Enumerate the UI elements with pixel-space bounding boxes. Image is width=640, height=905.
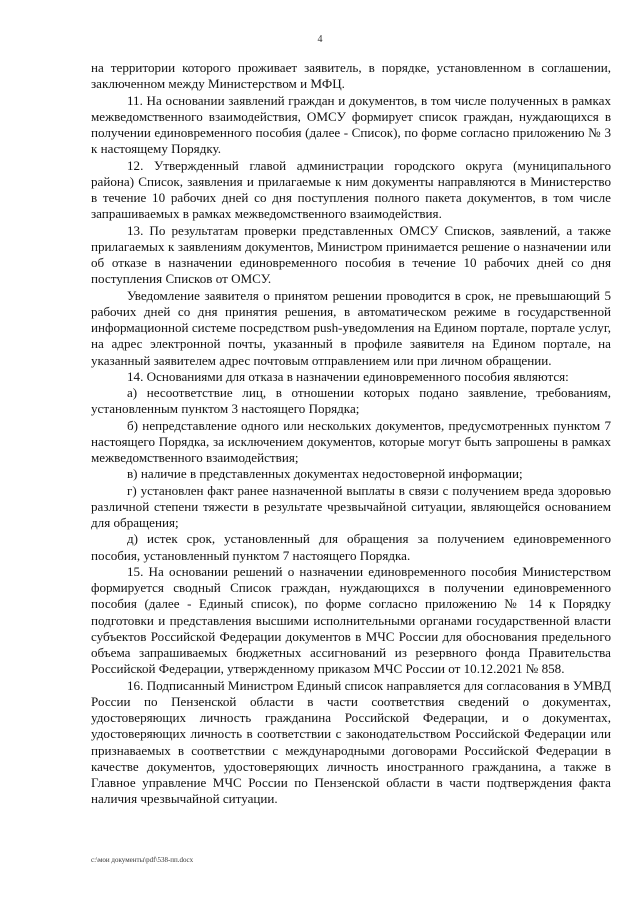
paragraph-14: 14. Основаниями для отказа в назначении единовременного пособия являются:	[127, 368, 569, 384]
list-item-a: а) несоответствие лиц, в отношении которых подано заявление, требованиям, установленным пунктом 3 настоящего Порядка;	[91, 385, 611, 417]
paragraph-13: 13. По результатам проверки представленных ОМСУ Списков, заявлений, а также прилагаемых к заявлениям документов, Министром принимается решение о назначении или об отказе в назначении единовременного пособия в течение 10 рабочих дней со дня поступления Списков от ОМСУ.	[91, 222, 611, 287]
paragraph-notification: Уведомление заявителя о принятом решении проводится в срок, не превышающий 5 рабочих дней со дня принятия решения, в автоматическом режиме в государственной информационной системе посредством push-уведомления на Едином портале, портале услуг, на адрес электронной почты, указанный в профиле заявителя на Едином портале, на указанный заявителем адрес почтовым отправлением или при личном обращении.	[91, 287, 611, 368]
paragraph-15: 15. На основании решений о назначении единовременного пособия Министерством формируется сводный Список граждан, нуждающихся в получении единовременного пособия (далее - Единый список), по форме согласно приложению № 14 к Порядку подготовки и представления высшими исполнительными органами государственной власти субъектов Российской Федерации документов в МЧС России для обоснования предельного объема запрашиваемых бюджетных ассигнований из резервного фонда Правительства Российской Федерации, утвержденному приказом МЧС России от 10.12.2021 № 858.	[91, 563, 611, 677]
paragraph-continuation: на территории которого проживает заявитель, в порядке, установленном в соглашении, заключенном между Министерством и МФЦ.	[91, 60, 611, 92]
paragraph-16: 16. Подписанный Министром Единый список направляется для согласования в УМВД России по Пензенской области в части соответствия сведений о документах, удостоверяющих личность гражданина Российской Федерации, и о документах, удостоверяющих личность в соответствии с законодательством Российской Федерации или признаваемых в соответствии с международными договорами Российской Федерации в качестве документов, удостоверяющих личность иностранного гражданина, а также в Главное управление МЧС России по Пензенской области в части подтверждения факта наличия чрезвычайной ситуации.	[91, 677, 611, 807]
document-body	[91, 60, 611, 808]
list-item-g: г) установлен факт ранее назначенной выплаты в связи с получением вреда здоровью различной степени тяжести в результате чрезвычайной ситуации, являющейся основанием для обращения;	[91, 482, 611, 530]
list-item-b: б) непредставление одного или нескольких документов, предусмотренных пунктом 7 настоящего Порядка, за исключением документов, которые могут быть запрошены в рамках межведомственного взаимодействия;	[91, 417, 611, 465]
list-item-v: в) наличие в представленных документах недостоверной информации;	[127, 466, 523, 482]
paragraph-12: 12. Утвержденный главой администрации городского округа (муниципального района) Список, заявления и прилагаемые к ним документы направляются в Министерство в течение 10 рабочих дней со дня поступления полного пакета документов, в том числе запрашиваемых в рамках межведомственного взаимодействия.	[91, 157, 611, 222]
list-item-d: д) истек срок, установленный для обращения за получением единовременного пособия, установленный пунктом 7 настоящего Порядка.	[91, 531, 611, 563]
footer-file-path: c:\мои документы\pdf\538-пп.docx	[91, 856, 194, 864]
paragraph-11: 11. На основании заявлений граждан и документов, в том числе полученных в рамках межведомственного взаимодействия, ОМСУ формирует список граждан, нуждающихся в получении единовременного пособия (далее - Список), по форме согласно приложению № 3 к настоящему Порядку.	[91, 92, 611, 157]
page-number: 4	[317, 34, 323, 45]
